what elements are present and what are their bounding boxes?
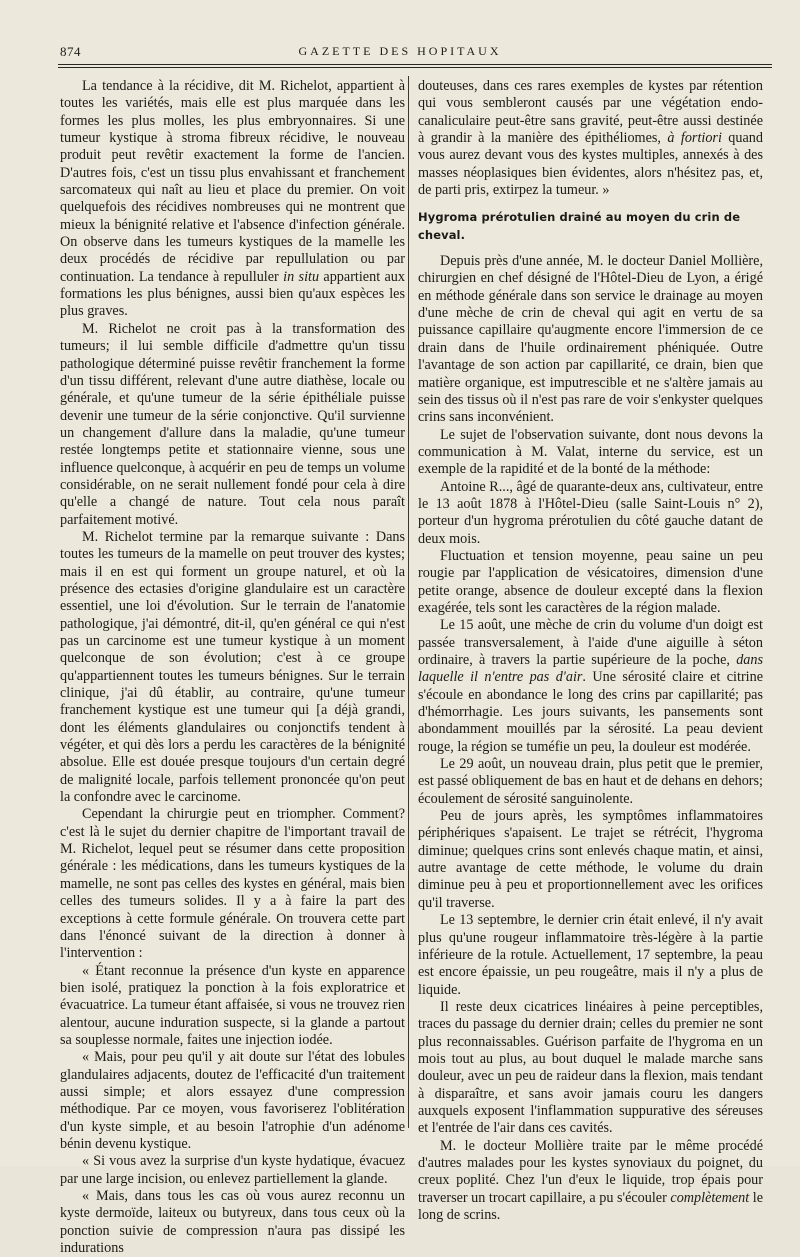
page-number: 874: [60, 44, 81, 59]
paragraph: M. Richelot termine par la remarque suivante : Dans toutes les tumeurs de la mamelle on peut trouver des kystes; mais il en est qui forment un groupe naturel, et où la présence des ectasies d'origine glandulaire est un caractère essentiel, une loi d'évolution. Sur le terrain de l'anatomie pathologique, j'ai démontré, dit-il, qu'en général ce qui n'est pas un carcinome est une tumeur kystique à un moment quelconque de son évolution; c'est à ce groupe qu'appartiennent toutes les tumeurs bénignes. Sur le terrain clinique, j'ai dû établir, au contraire, qu'une tumeur franchement kystique est une tumeur qui [a déjà grandi, dont les éléments glandulaires ou conjonctifs tendent à végéter, et qui dès lors a perdu les caractères de la bénignité absolue. Elle est douée presque toujours d'un certain degré de malignité locale, parfois tellement prononcée qu'on peut la confondre avec le carcinome.: [60, 528, 405, 806]
paragraph: Le sujet de l'observation suivante, dont nous devons la communication à M. Valat, interne du service, est un exemple de la rapidité et de la bonté de la méthode:: [418, 426, 763, 478]
paragraph: M. le docteur Mollière traite par le même procédé d'autres malades pour les kystes synoviaux du poignet, du creux poplité. Chez l'un d'eux le liquide, trop épais pour traverser un trocart capillaire, a pu s'écouler complètement le long de scrins.: [418, 1137, 763, 1223]
paragraph: « Si vous avez la surprise d'un kyste hydatique, évacuez par une large incision, ou enlevez partiellement la glande.: [60, 1153, 405, 1187]
paragraph: Cependant la chirurgie peut en triompher. Comment? c'est là le sujet du dernier chapitre de l'important travail de M. Richelot, lequel peut se résumer dans cette proposition générale : les médications, dans les tumeurs kystiques de la mamelle, ne sont pas celles des kystes en général, mais bien celles des tumeurs solides. Il y a à faire la part des exceptions à cette formule générale. On trouvera cette part dans l'énoncé suivant de la direction à donner à l'intervention :: [60, 806, 405, 962]
paragraph: Antoine R..., âgé de quarante-deux ans, cultivateur, entre le 13 août 1878 à l'Hôtel-Dieu (salle Saint-Louis n° 2), porteur d'un hygroma prérotulien du côté gauche datant de deux mois.: [418, 478, 763, 547]
paragraph: Le 29 août, un nouveau drain, plus petit que le premier, est passé obliquement de bas en haut et de dehans en dehors; écoulement de sérosité sanguinolente.: [418, 756, 763, 807]
paragraph: M. Richelot ne croit pas à la transformation des tumeurs; il lui semble difficile d'admettre qu'un tissu pathologique déterminé puisse revêtir franchement la forme d'un tissu différent, relevant d'une autre diathèse, locale ou générale, et qu'une tumeur de la série épithéliale puisse devenir une tumeur de la série conjonctive. Qu'il survienne un changement d'allure dans la maladie, qu'une tumeur restée longtemps petite et stationnaire vienne, sous une influence quelconque, à acquérir en peu de temps un volume considérable, on ne serait nullement fondé pour cela à dire qu'elle a changé de nature. Tout cela nous paraît parfaitement motivé.: [60, 320, 405, 528]
paragraph: La tendance à la récidive, dit M. Richelot, appartient à toutes les variétés, mais elle est plus marquée dans les formes les plus molles, les plus embryonnaires. Si une tumeur kystique à stroma fibreux récidive, le nouveau produit peut revêtir exactement la forme de l'ancien. D'autres fois, c'est un tissu plus envahissant et franchement sarcomateux qui naît au lieu et place du premier. On voit quelquefois des récidives nombreuses qui ne montrent que mieux la bénignité relative et l'absence d'infection générale. On observe dans les tumeurs kystiques de la mamelle les deux procédés de récidive par repullulation ou par continuation. La tendance à repulluler in situ appartient aux formations les plus bénignes, aussi bien qu'aux espèces les plus graves.: [60, 78, 405, 320]
paragraph: Fluctuation et tension moyenne, peau saine un peu rougie par l'application de vésicatoires, dimension d'une petite orange, absence de douleur excepté dans la flexion exagérée, tels sont les caractères de la région malade.: [418, 547, 763, 616]
paragraph: douteuses, dans ces rares exemples de kystes par rétention qui vous sembleront causés par une végétation endo-canaliculaire peut-être sans gravité, peut-être aussi destinée à grandir à la manière des épithéliomes, à fortiori quand vous aurez devant vous des kystes multiples, annexés à des masses néoplasiques bien évidentes, alors n'hésitez pas, et, de parti pris, extirpez la tumeur. »: [418, 78, 763, 199]
paragraph: « Étant reconnue la présence d'un kyste en apparence bien isolé, pratiquez la ponction à la fois exploratrice et évacuatrice. La tumeur étant affaisée, si vous ne trouvez rien alentour, aucune induration suspecte, si la glande a partout sa souplesse normale, faites une injection iodée.: [60, 962, 405, 1048]
paragraph: Peu de jours après, les symptômes inflammatoires périphériques s'apaisent. Le trajet se rétrécit, l'hygroma diminue; quelques crins sont enlevés chaque matin, et ainsi, autre avantage de cette méthode, le volume du drain diminue peu à peu et proportionnellement avec les orifices qu'il traverse.: [418, 808, 763, 911]
running-title: GAZETTE DES HOPITAUX: [298, 44, 502, 58]
paragraph: Le 13 septembre, le dernier crin était enlevé, il n'y avait plus qu'une rougeur inflammatoire très-légère à la partie inférieure de la rotule. Actuellement, 17 septembre, la peau est encore épaissie, un peu rougeâtre, mais il n'y a plus de liquide.: [418, 912, 763, 998]
header-rule-second: [58, 67, 772, 68]
header-rule: [58, 64, 772, 65]
paragraph: Depuis près d'une année, M. le docteur Daniel Mollière, chirurgien en chef désigné de l'Hôtel-Dieu de Lyon, a érigé en méthode générale dans son service le drainage au moyen d'une mèche de crin de cheval qui agit en vertu de sa puissance capillaire qu'augmente encore l'immersion de ce drain dans de l'huile ordinairement phéniquée. Outre l'avantage de son action par capillarité, ce drain, bien que matière organique, est imputrescible et ne s'altère jamais au sein des tissus où il n'est pas rare de voir s'enkyster quelques crins sans inconvénient.: [418, 253, 763, 426]
left-column: [60, 78, 405, 1257]
paragraph: Le 15 août, une mèche de crin du volume d'un doigt est passée transversalement, à l'aide d'une aiguille à séton ordinaire, à travers la partie supérieure de la poche, dans laquelle il n'entre pas d'air. Une sérosité claire et citrine s'écoule en abondance le long des crins par capillarité; pas d'hémorrhagie. Les jours suivants, les pansements sont abondamment mouillés par la sérosité. La peau devient rouge, la région se tuméfie un peu, la douleur est modérée.: [418, 617, 763, 755]
paragraph: « Mais, dans tous les cas où vous aurez reconnu un kyste dermoïde, laiteux ou butyreux, dans tous ceux où la ponction suivie de compression n'aura pas dissipé les indurations: [60, 1188, 405, 1257]
paragraph: Il reste deux cicatrices linéaires à peine perceptibles, traces du passage du dernier drain; celles du premier ne sont plus reconnaissables. Guérison parfaite de l'hygroma en un mois tout au plus, au bout duquel le malade marche sans douleur, avec un peu de raideur dans la flexion, mais tendant à disparaître, et sans avoir jamais couru les dangers auxquels exposent l'inflammation suppurative des séreuses et l'entrée de l'air dans ces cavités.: [418, 998, 763, 1137]
column-divider: [408, 76, 409, 1128]
section-heading: Hygroma prérotulien drainé au moyen du crin de cheval.: [418, 210, 741, 242]
paragraph: « Mais, pour peu qu'il y ait doute sur l'état des lobules glandulaires adjacents, doutez de l'efficacité d'un traitement aussi simple; et alors essayez d'une compression méthodique. Par ce moyen, vous favoriserez l'oblitération d'un kyste simple, et au besoin l'atrophie d'un adénome bénin devenu kystique.: [60, 1049, 405, 1152]
right-column: [418, 78, 763, 1224]
